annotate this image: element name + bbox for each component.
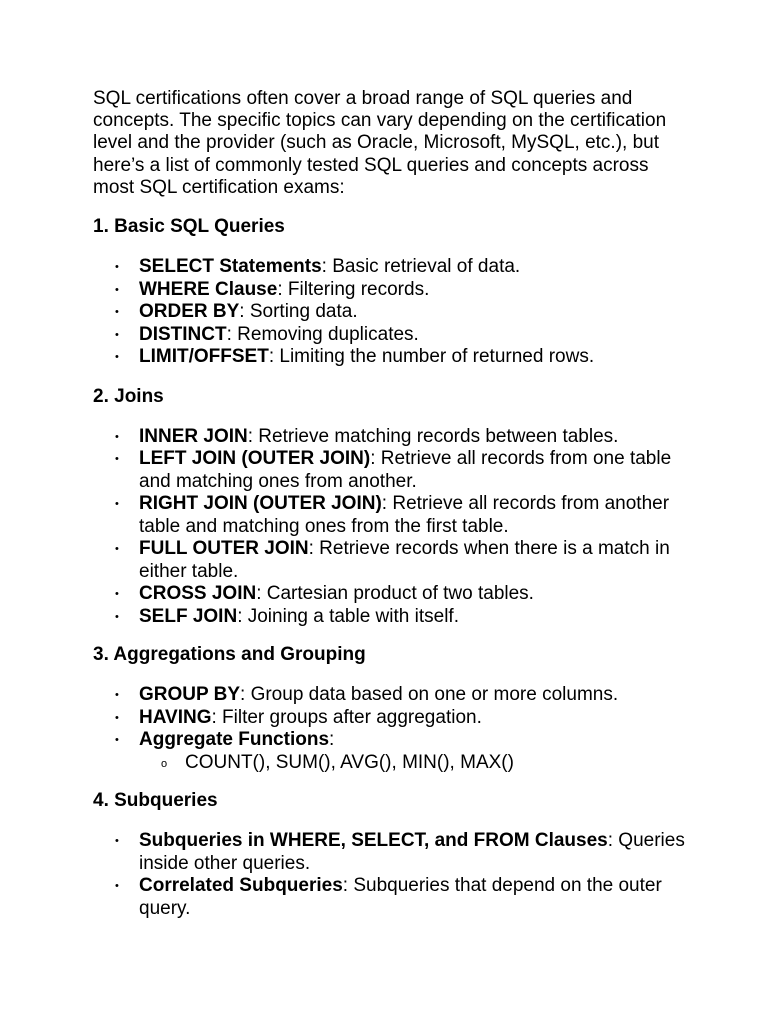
item-description: : Queries inside other queries. [139,830,685,874]
sub-item-text: COUNT(), SUM(), AVG(), MIN(), MAX() [185,751,514,773]
section-heading-aggregations: 3. Aggregations and Grouping [93,644,366,666]
list-item [115,256,688,279]
item-description: : Retrieve records when there is a match in either table. [139,538,670,582]
item-description: : Removing duplicates. [226,323,419,345]
item-term: DISTINCT [139,323,227,345]
joins-list [93,426,688,629]
list-item [115,538,688,583]
bullet-icon: • [115,498,119,511]
list-item [115,425,688,449]
item-description: : Filtering records. [277,278,430,300]
aggregations-list [93,684,688,774]
item-term: CROSS JOIN [139,583,257,605]
item-description: : Filter groups after aggregation. [211,706,482,728]
item-term: SELF JOIN [139,605,238,627]
list-item [115,493,688,538]
item-description: : Retrieve all records from another table and matching ones from the first table. [139,493,670,537]
item-term: INNER JOIN [139,425,248,447]
bullet-icon: • [115,430,119,443]
bullet-icon: • [115,328,119,341]
item-description: : Basic retrieval of data. [321,256,521,278]
item-term: LIMIT/OFFSET [139,346,269,368]
bullet-icon: • [115,610,119,623]
item-description: : Group data based on one or more columns. [240,684,619,706]
aggregate-functions-sublist [139,752,688,775]
item-description: : Limiting the number of returned rows. [268,346,595,368]
section-heading-subqueries: 4. Subqueries [93,790,218,812]
bullet-icon: • [115,453,119,466]
bullet-icon: • [115,351,119,364]
item-term: HAVING [139,706,212,728]
item-term: RIGHT JOIN (OUTER JOIN) [139,493,382,515]
bullet-icon: • [115,588,119,601]
list-item [115,448,688,493]
item-term: Aggregate Functions [139,729,330,751]
list-item [115,729,688,774]
item-description: : Retrieve all records from one table and matching ones from another. [139,448,672,492]
list-item [115,875,688,920]
item-description: : Subqueries that depend on the outer query. [139,875,662,919]
list-item [115,583,688,606]
bullet-icon: • [115,711,119,724]
bullet-icon: • [115,261,119,274]
bullet-icon: • [115,880,119,893]
item-term: LEFT JOIN (OUTER JOIN) [139,448,371,470]
bullet-icon: • [115,283,119,296]
item-term: FULL OUTER JOIN [139,538,309,560]
item-term: GROUP BY [139,684,241,706]
list-item [115,301,688,324]
item-term: ORDER BY [139,301,240,323]
circle-bullet-icon: o [161,757,168,770]
intro-paragraph: SQL certifications often cover a broad range of SQL queries and concepts. The specific topics can vary depending on the certification level and the provider (such as Oracle, Microsoft, MySQL, etc.), but here’s a list of commonly tested SQL queries and concepts across most SQL certification exams: [93,88,667,198]
basic-sql-queries-list [93,256,688,369]
list-item [115,830,688,875]
list-item [115,346,688,369]
section-heading-joins: 2. Joins [93,385,164,407]
list-item [115,706,688,730]
item-description: : [329,729,335,751]
item-term: WHERE Clause [139,278,278,300]
subqueries-list [93,830,688,920]
list-item [115,684,688,707]
bullet-icon: • [115,734,119,747]
item-description: : Retrieve matching records between tables. [247,425,619,447]
list-item [115,605,688,629]
list-item [115,278,688,302]
item-description: : Sorting data. [239,301,358,323]
bullet-icon: • [115,835,119,848]
sub-list-item [161,751,688,775]
section-heading-basic-sql-queries: 1. Basic SQL Queries [93,216,285,238]
item-term: SELECT Statements [139,256,322,278]
list-item [115,323,688,347]
item-term: Subqueries in WHERE, SELECT, and FROM Clauses [139,830,608,852]
bullet-icon: • [115,543,119,556]
bullet-icon: • [115,306,119,319]
bullet-icon: • [115,689,119,702]
item-description: : Joining a table with itself. [237,605,459,627]
item-description: : Cartesian product of two tables. [256,583,534,605]
item-term: Correlated Subqueries [139,875,343,897]
